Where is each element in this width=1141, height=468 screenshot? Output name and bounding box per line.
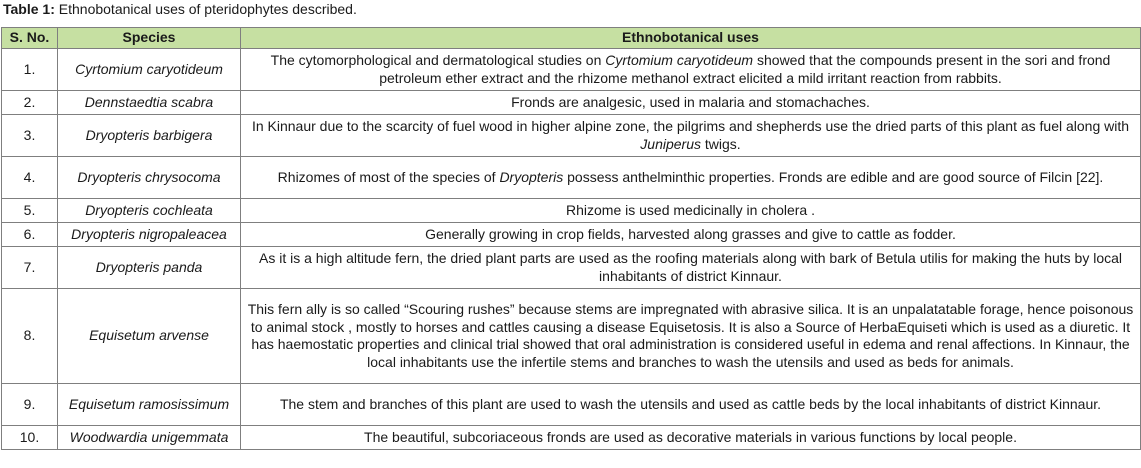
table-row <box>2 115 1141 157</box>
species-name: Dryopteris nigropaleacea <box>58 223 241 247</box>
row-number: 9. <box>2 384 58 426</box>
table-caption-label: Table 1: <box>3 1 55 17</box>
ethnobotanical-use <box>241 49 1141 91</box>
species-name: Dryopteris cochleata <box>58 199 241 223</box>
table-row <box>2 199 1141 223</box>
table-row <box>2 289 1141 384</box>
table-caption <box>3 0 357 18</box>
table-row <box>2 384 1141 426</box>
use-text: showed that the compounds present in the sori and frond petroleum ether extract and the rhizome methanol extract elicited a mild irritant reaction from rabbits. <box>379 52 1111 86</box>
use-text: The beautiful, subcoriaceous fronds are used as decorative materials in various functions by local people. <box>364 428 1017 445</box>
table-row <box>2 223 1141 247</box>
row-number: 4. <box>2 157 58 199</box>
use-text: As it is a high altitude fern, the dried plant parts are used as the roofing materials along with bark of Betula utilis for making the huts by local inhabitants of district Kinnaur. <box>258 250 1123 284</box>
use-text: This fern ally is so called “Scouring rushes” because stems are impregnated with abrasive silica. It is an unpalatatable forage, hence poisonous to animal stock , mostly to horses and cattles causing a disease Equisetosis. It is also a Source of HerbaEquiseti which is used as a diuretic. It has haemostatic properties and clinical trial showed that oral administration is considered useful in edema and renal affections. In Kinnaur, the local inhabitants use the infertile stems and branches to wash the utensils and used as beds for animals. <box>247 301 1134 370</box>
ethnobotanical-use <box>241 223 1141 247</box>
use-text: Rhizome is used medicinally in cholera . <box>566 201 815 218</box>
use-text-italic: Cyrtomium caryotideum <box>605 52 754 68</box>
table-row <box>2 49 1141 91</box>
species-name: Woodwardia unigemmata <box>58 426 241 450</box>
use-text-italic: Dryopteris <box>499 168 564 185</box>
row-number: 10. <box>2 426 58 450</box>
use-text: Fronds are analgesic, used in malaria and stomachaches. <box>511 93 870 110</box>
header-row <box>2 28 1141 49</box>
species-name: Equisetum arvense <box>58 289 241 384</box>
ethnobotanical-use <box>241 199 1141 223</box>
ethnobotanical-use <box>241 115 1141 157</box>
use-text: possess anthelminthic properties. Fronds are edible and are good source of Filcin [22]. <box>563 168 1104 185</box>
use-text: twigs. <box>701 135 741 152</box>
use-text: The stem and branches of this plant are used to wash the utensils and used as cattle beds by the local inhabitants of district Kinnaur. <box>279 395 1102 412</box>
species-name: Dennstaedtia scabra <box>58 91 241 115</box>
use-text: Rhizomes of most of the species of <box>277 168 500 185</box>
row-number: 1. <box>2 49 58 91</box>
row-number: 7. <box>2 247 58 289</box>
table-row <box>2 426 1141 450</box>
row-number: 6. <box>2 223 58 247</box>
use-text-italic: Juniperus <box>640 135 701 152</box>
use-text: The cytomorphological and dermatological studies on <box>270 52 606 68</box>
table-row <box>2 247 1141 289</box>
table-row <box>2 91 1141 115</box>
header-sno: S. No. <box>2 28 58 49</box>
ethnobotanical-use <box>241 247 1141 289</box>
header-uses: Ethnobotanical uses <box>241 28 1141 49</box>
ethnobotanical-use <box>241 426 1141 450</box>
header-species: Species <box>58 28 241 49</box>
row-number: 8. <box>2 289 58 384</box>
species-name: Dryopteris barbigera <box>58 115 241 157</box>
species-name: Cyrtomium caryotideum <box>58 49 241 91</box>
ethnobotanical-use <box>241 384 1141 426</box>
table-body <box>2 49 1141 450</box>
use-text: Generally growing in crop fields, harvested along grasses and give to cattle as fodder. <box>425 225 956 242</box>
row-number: 5. <box>2 199 58 223</box>
species-name: Dryopteris chrysocoma <box>58 157 241 199</box>
use-text: In Kinnaur due to the scarcity of fuel wood in higher alpine zone, the pilgrims and shepherds use the dried parts of this plant as fuel along with <box>251 118 1130 134</box>
species-name: Dryopteris panda <box>58 247 241 289</box>
ethnobotanical-use <box>241 157 1141 199</box>
table-caption-text: Ethnobotanical uses of pteridophytes described. <box>54 1 357 17</box>
row-number: 2. <box>2 91 58 115</box>
table-row <box>2 157 1141 199</box>
ethnobotanical-uses-table <box>1 27 1141 450</box>
ethnobotanical-use <box>241 289 1141 384</box>
table-header <box>2 28 1141 49</box>
species-name: Equisetum ramosissimum <box>58 384 241 426</box>
row-number: 3. <box>2 115 58 157</box>
ethnobotanical-use <box>241 91 1141 115</box>
